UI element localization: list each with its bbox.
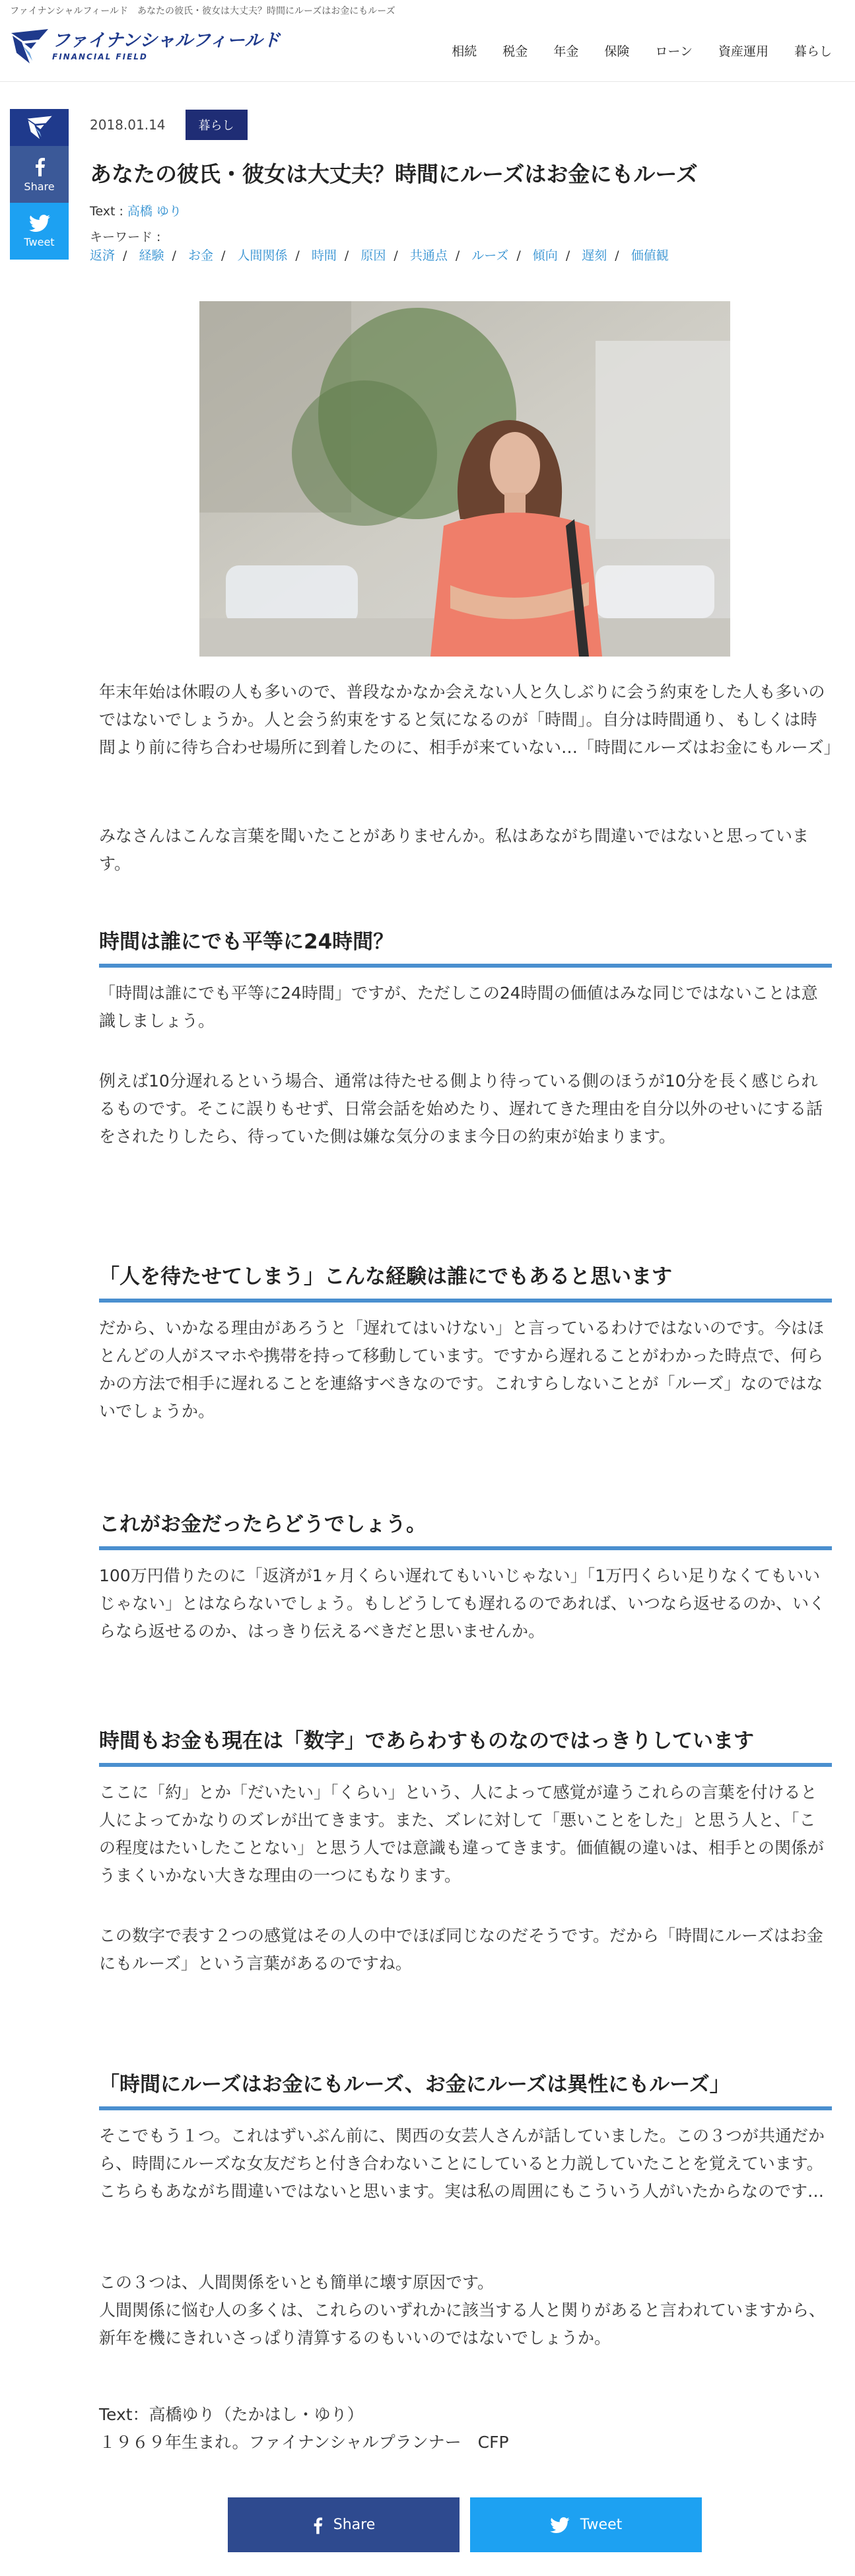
side-twitter-share-button[interactable] (10, 203, 69, 260)
logo-text-jp: ファイナンシャルフィールド (52, 30, 281, 51)
logo-mark-icon (10, 26, 50, 66)
keyword-list: 返済 / 経験 / お金 / 人間関係 / 時間 / 原因 / 共通点 / ルーズ / 傾向 / 遅刻 / 価値観 (90, 248, 669, 263)
article-paragraph: 100万円借りたのに「返済が1ヶ月くらい遅れてもいいじゃない」「1万円くらい足りなくてもいいじゃない」とはならないでしょう。もしどうしても遅れるのであれば、いつなら返せるのか、いくらなら返せるのか、はっきり伝えるべきだと思いませんか。 (99, 1566, 826, 1641)
article-paragraph: ここに「約」とか「だいたい」「くらい」という、人によって感覚が違うこれらの言葉を付けると人によってかなりのズレが出てきます。また、ズレに対して「悪いことをした」と思う人と、「この程度はたいしたことない」と思う人では意識も違ってきます。価値観の違いは、相手との関係がうまくいかない大きな理由の一つにもなります。 (99, 1783, 825, 1885)
article-title: あなたの彼氏・彼女は大丈夫？時間にルーズはお金にもルーズ (90, 161, 698, 187)
keyword-link[interactable]: 経験 (139, 248, 164, 263)
section-heading: 時間もお金も現在は「数字」であらわすものなのではっきりしています (99, 1724, 832, 1767)
site-header (0, 18, 855, 82)
twitter-share-label: Tweet (580, 2517, 623, 2533)
nav-item-pension[interactable]: 年金 (553, 44, 579, 59)
twitter-icon (29, 215, 50, 232)
keyword-link[interactable]: 原因 (360, 248, 386, 263)
site-logo[interactable] (10, 26, 280, 66)
author-footer-profile: １９６９年生まれ。ファイナンシャルプランナー CFP (99, 2433, 509, 2452)
article-paragraph: この３つは、人間関係をいとも簡単に壊す原因です。 人間関係に悩む人の多くは、これらのいずれかに該当する人と関りがあると言われていますから、新年を機にきれいさっぱり清算するのもいいのではないでしょうか。 (99, 2273, 826, 2347)
twitter-share-button[interactable] (470, 2497, 702, 2552)
nav-item-inheritance[interactable]: 相続 (452, 44, 477, 59)
side-twitter-label: Tweet (24, 235, 55, 248)
article-paragraph: この数字で表す２つの感覚はその人の中でほぼ同じなのだそうです。だから「時間にルーズはお金にもルーズ」という言葉があるのですね。 (99, 1926, 823, 1973)
article-author (90, 201, 182, 219)
article-paragraph: 「時間は誰にでも平等に24時間」ですが、ただしこの24時間の価値はみな同じではないことは意識しましょう。 (99, 984, 818, 1030)
article-hero-photo (199, 301, 730, 657)
article-paragraph: だから、いかなる理由があろうと「遅れてはいけない」と言っているわけではないのです。今はほとんどの人がスマホや携帯を持って移動しています。ですから遅れることがわかった時点で、何らかの方法で相手に遅れることを連絡すべきなのです。これすらしないことが「ルーズ」なのではないでしょうか。 (99, 1318, 825, 1421)
keyword-link[interactable]: 価値観 (631, 248, 669, 263)
article-paragraph: 例えば10分遅れるという場合、通常は待たせる側より待っている側のほうが10分を長く感じられるものです。そこに誤りもせず、日常会話を始めたり、遅れてきた理由を自分以外のせいにする話をされたりしたら、待っていた側は嫌な気分のまま今日の約束が始まります。 (99, 1071, 823, 1146)
keyword-link[interactable]: お金 (188, 248, 213, 263)
section-heading: 「時間にルーズはお金にもルーズ、お金にルーズは異性にもルーズ」 (99, 2067, 832, 2110)
nav-item-loan[interactable]: ローン (655, 44, 693, 59)
keywords-label: キーワード : (90, 230, 161, 244)
logo-mark-icon (26, 114, 53, 141)
article-paragraph: そこでもう１つ。これはずいぶん前に、関西の女芸人さんが話していました。この３つが共通だから、時間にルーズな女友だちと付き合わないことにしていると力説していたことを覚えています。こちらもあながち間違いではないと思います。実は私の周囲にもこういう人がいたからなのです… (99, 2126, 825, 2201)
article-paragraph: 年末年始は休暇の人も多いので、普段なかなか会えない人と久しぶりに会う約束をした人も多いのではないでしょうか。人と会う約束をすると気になるのが「時間」。自分は時間通り、もしくは時間より前に待ち合わせ場所に到着したのに、相手が来ていない…「時間にルーズはお金にもルーズ」 (99, 682, 840, 757)
main-nav (426, 18, 832, 82)
side-logo-button[interactable] (10, 109, 69, 146)
category-badge[interactable]: 暮らし (186, 110, 248, 140)
keyword-link[interactable]: 人間関係 (237, 248, 288, 263)
nav-item-investment[interactable]: 資産運用 (718, 44, 769, 59)
author-label: Text : (90, 204, 127, 219)
keyword-link[interactable]: 共通点 (409, 248, 448, 263)
facebook-share-button[interactable] (228, 2497, 460, 2552)
facebook-icon (34, 157, 46, 176)
author-footer-name: Text：高橋ゆり（たかはし・ゆり） (99, 2405, 364, 2424)
nav-item-insurance[interactable]: 保険 (604, 44, 630, 59)
nav-item-tax[interactable]: 税金 (502, 44, 528, 59)
article-paragraph: みなさんはこんな言葉を聞いたことがありませんか。私はあながち間違いではないと思っています。 (99, 826, 809, 873)
facebook-icon (312, 2516, 323, 2534)
twitter-icon (550, 2517, 570, 2533)
article-date: 2018.01.14 (90, 117, 166, 133)
side-share-bar (10, 109, 69, 260)
keyword-link[interactable]: 遅刻 (582, 248, 607, 263)
nav-item-living[interactable]: 暮らし (794, 44, 832, 59)
keyword-link[interactable]: ルーズ (471, 248, 509, 263)
keyword-link[interactable]: 時間 (311, 248, 337, 263)
section-heading: 「人を待たせてしまう」こんな経験は誰にでもあると思います (99, 1260, 832, 1303)
article-meta (90, 110, 248, 140)
author-link[interactable]: 高橋 ゆり (127, 204, 182, 219)
side-facebook-label: Share (24, 180, 55, 193)
keyword-link[interactable]: 返済 (90, 248, 116, 263)
breadcrumb: ファイナンシャルフィールド あなたの彼氏・彼女は大丈夫？時間にルーズはお金にもルーズ (10, 6, 395, 17)
keyword-link[interactable]: 傾向 (532, 248, 558, 263)
section-heading: これがお金だったらどうでしょう。 (99, 1507, 832, 1550)
facebook-share-label: Share (333, 2517, 376, 2533)
section-heading: 時間は誰にでも平等に24時間？ (99, 925, 832, 968)
side-facebook-share-button[interactable] (10, 146, 69, 203)
logo-text-en: FINANCIAL FIELD (52, 52, 148, 61)
